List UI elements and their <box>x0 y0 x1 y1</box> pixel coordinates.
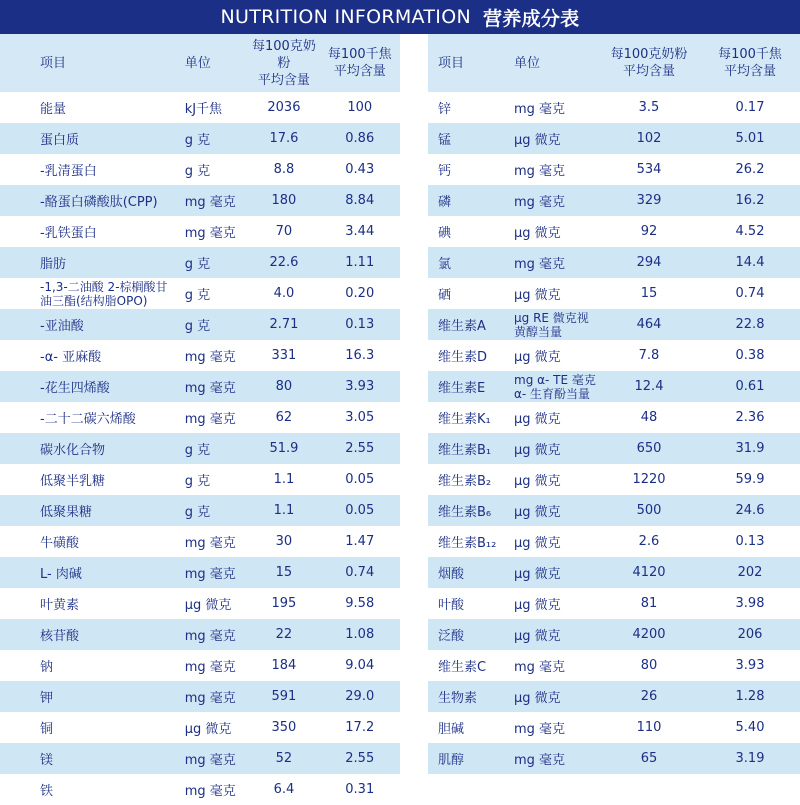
cell-per100g: 48 <box>640 410 658 425</box>
cell-unit: mg α- TE 毫克α- 生育酚当量 <box>514 372 596 401</box>
cell-per100g: 12.4 <box>634 379 664 394</box>
cell-item: 叶黄素 <box>40 598 80 613</box>
cell-per100g: 22 <box>275 627 293 642</box>
cell-per100kj: 0.43 <box>345 162 375 177</box>
nutrition-table-right <box>428 34 800 774</box>
cell-per100g: 15 <box>640 286 658 301</box>
cell-unit: μg RE 微克视黄醇当量 <box>514 310 589 339</box>
cell-per100kj: 1.08 <box>345 627 375 642</box>
cell-item: 磷 <box>438 195 452 210</box>
cell-per100kj: 0.86 <box>345 131 375 146</box>
cell-per100g: 4.0 <box>273 286 295 301</box>
cell-per100g: 1220 <box>632 472 666 487</box>
cell-item: 生物素 <box>438 691 478 706</box>
cell-item: 氯 <box>438 257 452 272</box>
table-row <box>428 92 800 123</box>
cell-unit: μg 微克 <box>514 474 561 489</box>
cell-per100kj: 0.20 <box>345 286 375 301</box>
cell-per100g: 6.4 <box>273 782 295 797</box>
cell-per100g: 2.6 <box>638 534 660 549</box>
cell-per100kj: 2.36 <box>735 410 765 425</box>
cell-unit: g 克 <box>184 505 211 520</box>
header-per100kj: 每100千焦 平均含量 <box>718 47 782 79</box>
table-row <box>428 712 800 743</box>
cell-per100kj: 3.44 <box>345 224 375 239</box>
header-item: 项目 <box>40 55 67 71</box>
cell-per100g: 62 <box>275 410 293 425</box>
cell-per100g: 81 <box>640 596 658 611</box>
table-row <box>428 247 800 278</box>
table-row <box>0 681 400 712</box>
cell-per100g: 51.9 <box>269 441 299 456</box>
table-row <box>0 309 400 340</box>
cell-item: 叶酸 <box>438 598 465 613</box>
cell-per100g: 331 <box>271 348 297 363</box>
cell-per100kj: 29.0 <box>345 689 375 704</box>
cell-item: 钠 <box>40 660 54 675</box>
cell-unit: mg 毫克 <box>184 567 236 582</box>
cell-unit: μg 微克 <box>514 443 561 458</box>
cell-item: 维生素B₁ <box>438 443 492 458</box>
cell-item: 肌醇 <box>438 753 465 768</box>
title-chinese: 营养成分表 <box>482 7 580 30</box>
table-row <box>428 526 800 557</box>
cell-item: 锰 <box>438 133 452 148</box>
table-row <box>428 588 800 619</box>
cell-unit: kJ千焦 <box>184 102 223 117</box>
cell-per100g: 500 <box>636 503 662 518</box>
cell-item: 维生素A <box>438 319 486 334</box>
cell-per100kj: 206 <box>737 627 763 642</box>
cell-item: 核苷酸 <box>40 629 80 644</box>
cell-unit: mg 毫克 <box>184 753 236 768</box>
table-header-right <box>428 34 800 92</box>
cell-per100kj: 0.61 <box>735 379 765 394</box>
cell-unit: mg 毫克 <box>514 195 566 210</box>
cell-unit: g 克 <box>184 133 211 148</box>
cell-item: 镁 <box>40 753 54 768</box>
cell-per100g: 22.6 <box>269 255 299 270</box>
cell-item: 碳水化合物 <box>40 443 106 458</box>
cell-per100g: 102 <box>636 131 662 146</box>
table-row <box>0 433 400 464</box>
header-per100g: 每100克奶粉 平均含量 <box>252 38 316 88</box>
cell-per100kj: 5.01 <box>735 131 765 146</box>
cell-item: 维生素K₁ <box>438 412 491 427</box>
table-row <box>428 681 800 712</box>
cell-per100kj: 0.38 <box>735 348 765 363</box>
cell-item: -花生四烯酸 <box>40 381 110 396</box>
table-row <box>428 743 800 774</box>
table-row <box>0 247 400 278</box>
cell-per100kj: 0.31 <box>345 782 375 797</box>
cell-item: 脂肪 <box>40 257 67 272</box>
cell-per100kj: 8.84 <box>345 193 375 208</box>
cell-per100g: 650 <box>636 441 662 456</box>
cell-per100g: 7.8 <box>638 348 660 363</box>
cell-unit: μg 微克 <box>514 288 561 303</box>
table-row <box>0 371 400 402</box>
cell-unit: μg 微克 <box>514 598 561 613</box>
cell-item: -α- 亚麻酸 <box>40 350 102 365</box>
cell-item: 低聚果糖 <box>40 505 93 520</box>
table-row <box>0 774 400 805</box>
cell-item: -酪蛋白磷酸肽(CPP) <box>40 195 158 210</box>
cell-item: 维生素B₁₂ <box>438 536 497 551</box>
table-body-left <box>0 92 400 805</box>
table-row <box>0 278 400 309</box>
cell-unit: mg 毫克 <box>514 753 566 768</box>
table-row <box>0 526 400 557</box>
cell-item: 低聚半乳糖 <box>40 474 106 489</box>
table-row <box>0 495 400 526</box>
cell-per100g: 2.71 <box>269 317 299 332</box>
cell-unit: g 克 <box>184 474 211 489</box>
cell-unit: mg 毫克 <box>514 722 566 737</box>
table-row <box>0 588 400 619</box>
table-header-left <box>0 34 400 92</box>
cell-per100kj: 5.40 <box>735 720 765 735</box>
cell-unit: μg 微克 <box>514 505 561 520</box>
cell-unit: g 克 <box>184 288 211 303</box>
table-row <box>0 743 400 774</box>
table-row <box>428 619 800 650</box>
table-row <box>428 433 800 464</box>
table-row <box>0 154 400 185</box>
header-unit: 单位 <box>184 55 211 71</box>
cell-unit: μg 微克 <box>514 226 561 241</box>
cell-unit: μg 微克 <box>514 350 561 365</box>
cell-unit: mg 毫克 <box>184 660 236 675</box>
cell-per100g: 92 <box>640 224 658 239</box>
title-english: NUTRITION INFORMATION <box>220 6 471 28</box>
cell-per100kj: 26.2 <box>735 162 765 177</box>
cell-item: 维生素D <box>438 350 488 365</box>
cell-per100kj: 24.6 <box>735 503 765 518</box>
cell-item: 锌 <box>438 102 452 117</box>
cell-per100g: 65 <box>640 751 658 766</box>
cell-item: 烟酸 <box>438 567 465 582</box>
table-row <box>0 557 400 588</box>
cell-per100g: 184 <box>271 658 297 673</box>
cell-per100kj: 1.28 <box>735 689 765 704</box>
cell-unit: mg 毫克 <box>184 629 236 644</box>
cell-per100g: 195 <box>271 596 297 611</box>
cell-unit: g 克 <box>184 443 211 458</box>
cell-per100kj: 202 <box>737 565 763 580</box>
cell-per100kj: 3.93 <box>735 658 765 673</box>
cell-per100g: 17.6 <box>269 131 299 146</box>
cell-unit: g 克 <box>184 319 211 334</box>
cell-per100g: 4200 <box>632 627 666 642</box>
cell-per100g: 8.8 <box>273 162 295 177</box>
cell-unit: mg 毫克 <box>514 164 566 179</box>
cell-per100kj: 1.11 <box>345 255 375 270</box>
cell-unit: mg 毫克 <box>514 102 566 117</box>
cell-item: 胆碱 <box>438 722 465 737</box>
cell-per100kj: 0.74 <box>345 565 375 580</box>
table-row <box>428 650 800 681</box>
cell-unit: mg 毫克 <box>184 350 236 365</box>
cell-per100kj: 0.13 <box>735 534 765 549</box>
cell-per100kj: 2.55 <box>345 441 375 456</box>
cell-item: 能量 <box>40 102 67 117</box>
cell-per100kj: 0.13 <box>345 317 375 332</box>
cell-item: 泛酸 <box>438 629 465 644</box>
cell-per100g: 294 <box>636 255 662 270</box>
cell-unit: g 克 <box>184 164 211 179</box>
cell-unit: μg 微克 <box>514 133 561 148</box>
cell-per100kj: 16.2 <box>735 193 765 208</box>
cell-per100kj: 100 <box>347 100 373 115</box>
cell-item: 维生素E <box>438 381 486 396</box>
table-row <box>0 464 400 495</box>
cell-item: 碘 <box>438 226 452 241</box>
cell-per100kj: 0.17 <box>735 100 765 115</box>
table-row <box>428 402 800 433</box>
table-row <box>0 216 400 247</box>
cell-per100g: 4120 <box>632 565 666 580</box>
cell-per100g: 15 <box>275 565 293 580</box>
cell-item: -二十二碳六烯酸 <box>40 412 136 427</box>
cell-per100g: 180 <box>271 193 297 208</box>
cell-unit: mg 毫克 <box>184 691 236 706</box>
cell-unit: μg 微克 <box>514 691 561 706</box>
cell-per100kj: 0.74 <box>735 286 765 301</box>
cell-unit: mg 毫克 <box>184 195 236 210</box>
cell-unit: μg 微克 <box>514 567 561 582</box>
table-row <box>0 92 400 123</box>
cell-item: -1,3-二油酸 2-棕榈酸甘油三酯(结构脂OPO) <box>40 279 168 308</box>
cell-per100g: 26 <box>640 689 658 704</box>
cell-per100g: 329 <box>636 193 662 208</box>
title-banner <box>0 0 800 34</box>
table-row <box>0 185 400 216</box>
table-row <box>428 154 800 185</box>
cell-per100g: 1.1 <box>273 472 295 487</box>
table-row <box>428 123 800 154</box>
cell-item: -乳铁蛋白 <box>40 226 97 241</box>
cell-item: 钙 <box>438 164 452 179</box>
table-row <box>428 557 800 588</box>
cell-per100kj: 0.05 <box>345 503 375 518</box>
cell-item: 硒 <box>438 288 452 303</box>
cell-per100g: 3.5 <box>638 100 660 115</box>
cell-per100g: 464 <box>636 317 662 332</box>
cell-item: L- 肉碱 <box>40 567 82 582</box>
cell-item: 维生素C <box>438 660 487 675</box>
cell-unit: μg 微克 <box>514 629 561 644</box>
table-body-right <box>428 92 800 774</box>
header-per100kj: 每100千焦 平均含量 <box>327 47 392 79</box>
cell-unit: mg 毫克 <box>514 660 566 675</box>
cell-item: 维生素B₆ <box>438 505 492 520</box>
cell-unit: mg 毫克 <box>184 226 236 241</box>
cell-per100kj: 59.9 <box>735 472 765 487</box>
cell-per100g: 52 <box>275 751 293 766</box>
cell-per100g: 110 <box>636 720 662 735</box>
cell-per100kj: 3.19 <box>735 751 765 766</box>
cell-per100g: 80 <box>640 658 658 673</box>
cell-per100kj: 17.2 <box>345 720 375 735</box>
cell-per100kj: 4.52 <box>735 224 765 239</box>
table-row <box>428 371 800 402</box>
cell-unit: μg 微克 <box>514 412 561 427</box>
header-item: 项目 <box>438 55 465 71</box>
cell-per100kj: 2.55 <box>345 751 375 766</box>
cell-unit: mg 毫克 <box>514 257 566 272</box>
cell-item: 蛋白质 <box>40 133 80 148</box>
cell-unit: μg 微克 <box>514 536 561 551</box>
table-row <box>428 278 800 309</box>
table-row <box>0 619 400 650</box>
cell-per100kj: 14.4 <box>735 255 765 270</box>
cell-per100kj: 9.04 <box>345 658 375 673</box>
table-row <box>428 216 800 247</box>
table-row <box>428 185 800 216</box>
cell-item: 牛磺酸 <box>40 536 80 551</box>
table-row <box>428 495 800 526</box>
table-row <box>428 309 800 340</box>
cell-per100kj: 22.8 <box>735 317 765 332</box>
cell-unit: mg 毫克 <box>184 784 236 799</box>
cell-item: -亚油酸 <box>40 319 84 334</box>
cell-unit: μg 微克 <box>184 598 232 613</box>
cell-unit: g 克 <box>184 257 211 272</box>
cell-per100kj: 3.98 <box>735 596 765 611</box>
cell-per100kj: 0.05 <box>345 472 375 487</box>
cell-unit: μg 微克 <box>184 722 232 737</box>
table-row <box>0 712 400 743</box>
header-per100g: 每100克奶粉 平均含量 <box>610 47 688 79</box>
table-row <box>0 402 400 433</box>
cell-per100kj: 1.47 <box>345 534 375 549</box>
cell-item: -乳清蛋白 <box>40 164 97 179</box>
cell-per100kj: 16.3 <box>345 348 375 363</box>
cell-per100kj: 3.93 <box>345 379 375 394</box>
table-row <box>0 650 400 681</box>
header-unit: 单位 <box>514 55 541 71</box>
cell-unit: mg 毫克 <box>184 381 236 396</box>
table-row <box>0 340 400 371</box>
cell-per100g: 80 <box>275 379 293 394</box>
cell-per100g: 70 <box>275 224 293 239</box>
cell-item: 铁 <box>40 784 54 799</box>
cell-per100g: 1.1 <box>273 503 295 518</box>
nutrition-table-left <box>0 34 400 805</box>
cell-per100g: 2036 <box>267 100 301 115</box>
cell-item: 铜 <box>40 722 54 737</box>
cell-per100g: 30 <box>275 534 293 549</box>
cell-per100kj: 3.05 <box>345 410 375 425</box>
cell-per100g: 534 <box>636 162 662 177</box>
table-row <box>428 464 800 495</box>
cell-per100kj: 9.58 <box>345 596 375 611</box>
cell-unit: mg 毫克 <box>184 412 236 427</box>
cell-per100g: 350 <box>271 720 297 735</box>
table-row <box>0 123 400 154</box>
cell-item: 钾 <box>40 691 54 706</box>
cell-item: 维生素B₂ <box>438 474 492 489</box>
cell-per100kj: 31.9 <box>735 441 765 456</box>
cell-unit: mg 毫克 <box>184 536 236 551</box>
cell-per100g: 591 <box>271 689 297 704</box>
table-row <box>428 340 800 371</box>
